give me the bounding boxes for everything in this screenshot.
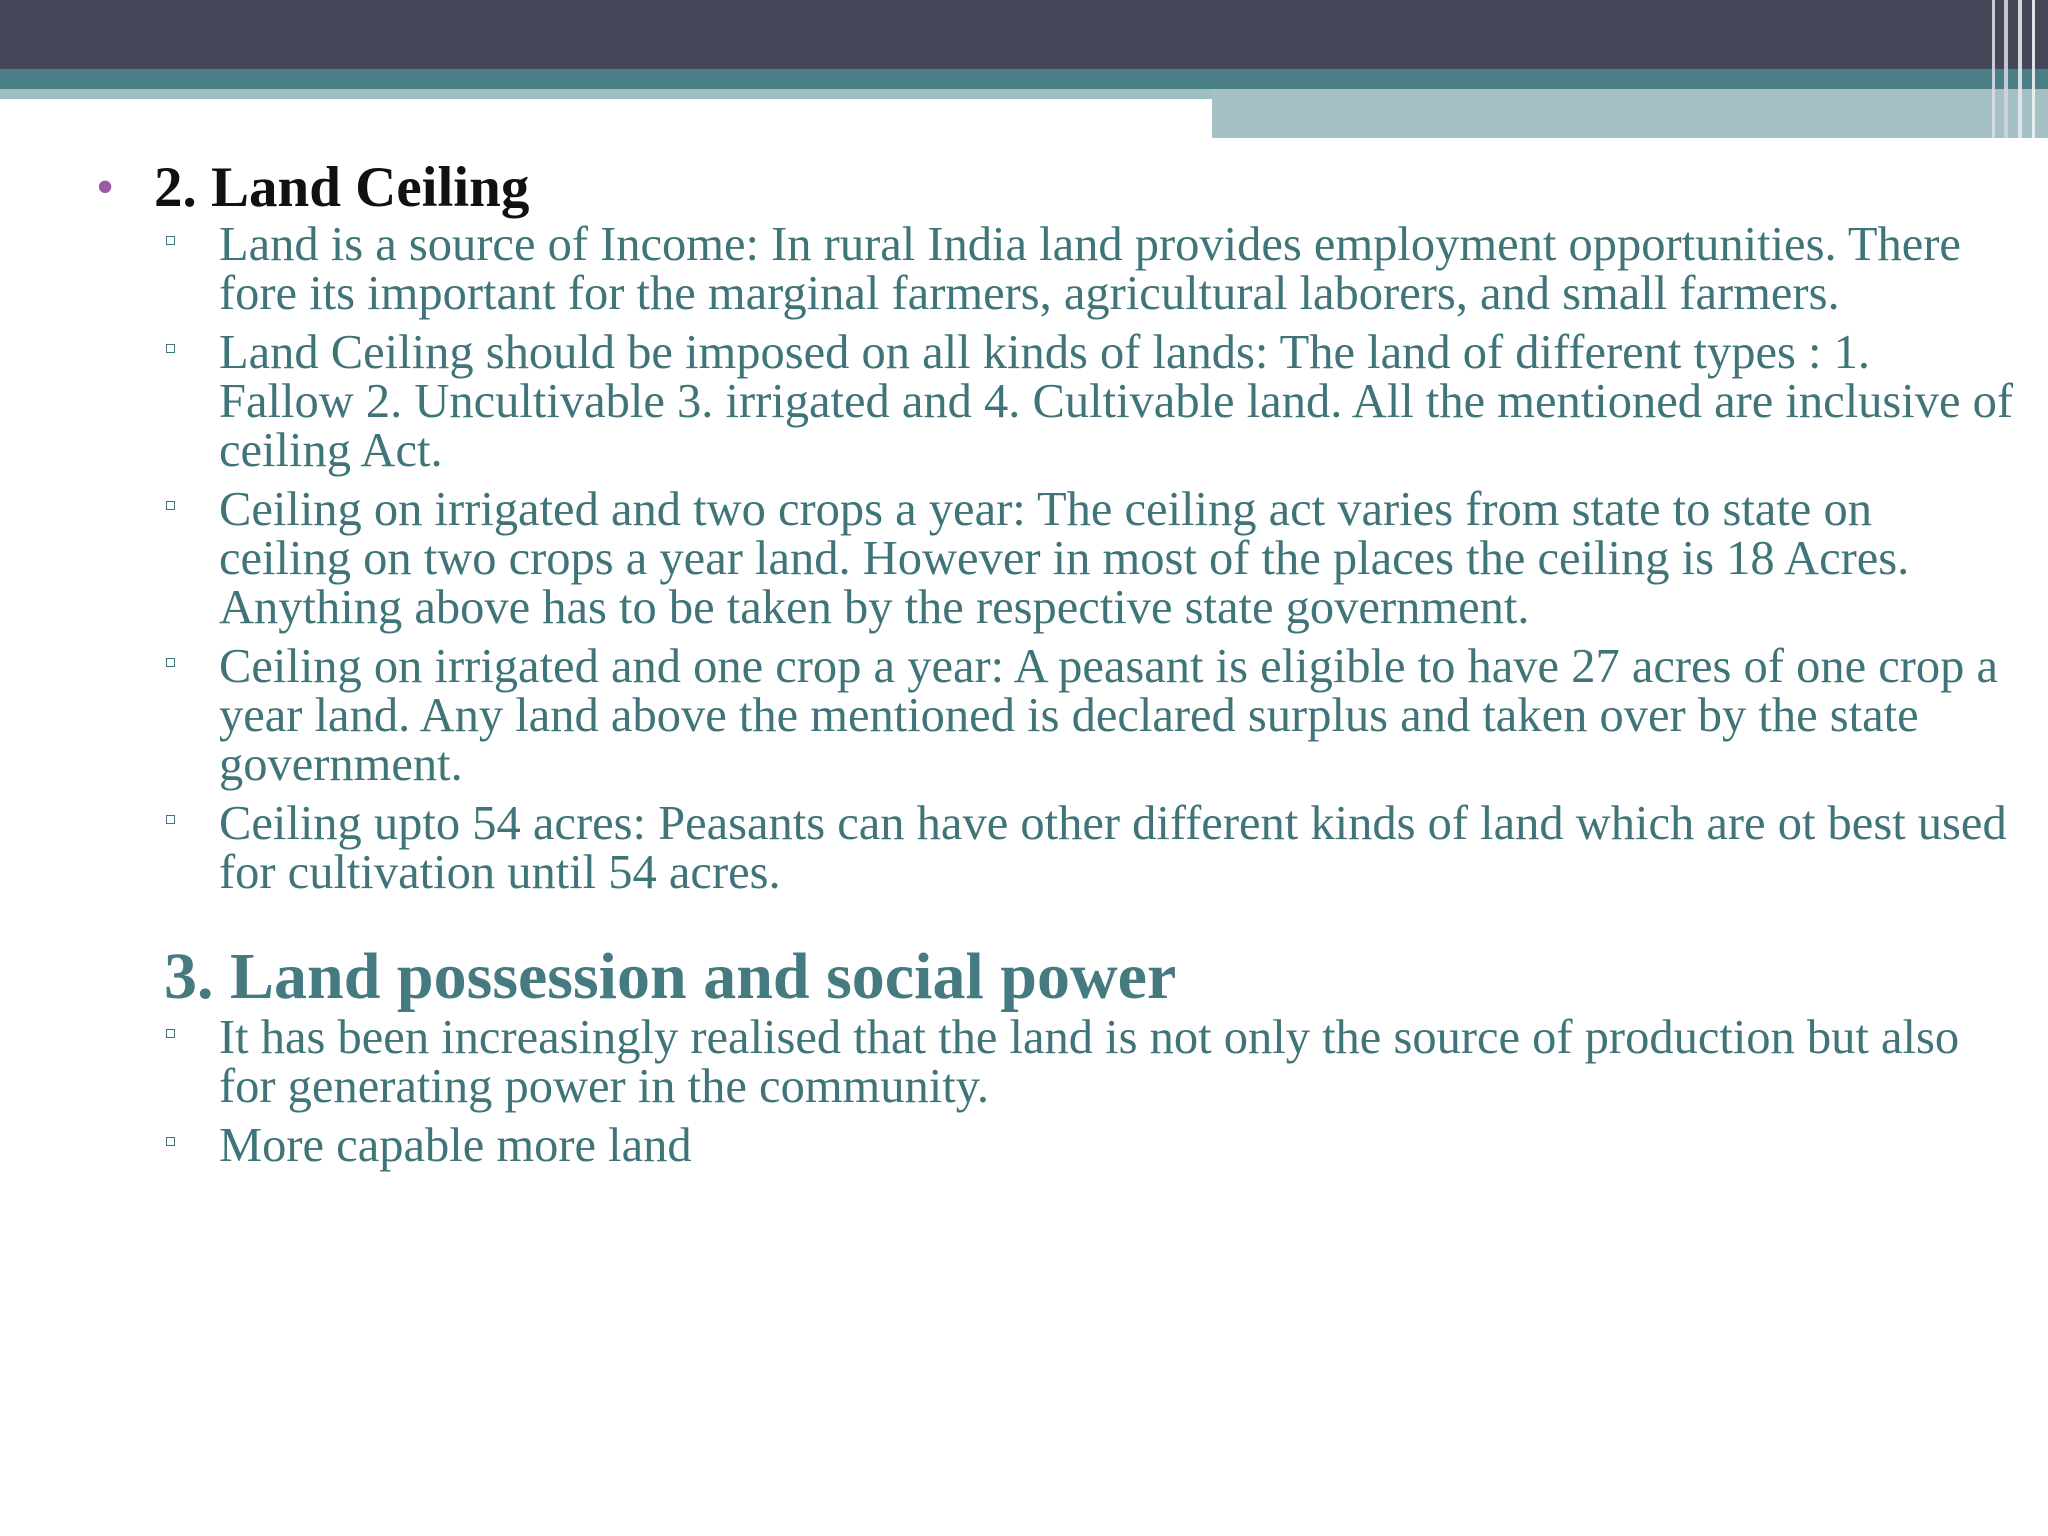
list-item — [96, 642, 2016, 789]
square-bullet-icon — [166, 501, 175, 510]
square-bullet-icon — [166, 658, 175, 667]
section-land-possession-heading: 3. Land possession and social power — [164, 940, 1177, 1013]
header-light-band-right — [1212, 89, 2048, 138]
list-item-text: Ceiling upto 54 acres: Peasants can have other different kinds of land which are ot best used for cultivation until 54 acres. — [219, 797, 2007, 899]
list-item-text: Ceiling on irrigated and one crop a year: A peasant is eligible to have 27 acres of one crop a year land. Any land above the mentioned is declared surplus and taken over by the state government. — [219, 640, 1999, 791]
list-item-text: Land Ceiling should be imposed on all kinds of lands: The land of different types : 1. Fallow 2. Uncultivable 3. irrigated and 4. Cultivable land. All the mentioned are inclusive of ceiling Act. — [219, 326, 2014, 477]
list-item-text: Land is a source of Income: In rural India land provides employment opportunities. There fore its important for the marginal farmers, agricultural laborers, and small farmers. — [219, 218, 1961, 320]
list-item-text: Ceiling on irrigated and two crops a year: The ceiling act varies from state to state on ceiling on two crops a year land. However in most of the places the ceiling is 18 Acres. Anything above has to be taken by the respective state government. — [219, 483, 1910, 634]
square-bullet-icon — [166, 815, 175, 824]
list-item — [96, 1013, 2016, 1111]
section-title: 2. Land Ceiling — [154, 156, 530, 219]
square-bullet-icon — [166, 1029, 175, 1038]
list-item — [96, 328, 2016, 475]
list-item — [96, 1121, 2016, 1170]
list-item — [96, 220, 2016, 318]
list-item — [96, 799, 2016, 897]
bullet-dot-icon: • — [96, 159, 115, 216]
land-possession-list — [96, 1013, 2016, 1170]
square-bullet-icon — [166, 236, 175, 245]
header-dark-band — [0, 0, 2048, 69]
square-bullet-icon — [166, 1137, 175, 1146]
header-light-band-left — [0, 89, 1212, 99]
list-item — [96, 485, 2016, 632]
header-stripes-decoration — [1986, 0, 2048, 138]
land-ceiling-list — [96, 220, 2016, 897]
header-teal-band — [0, 69, 2048, 89]
section-land-ceiling-heading — [96, 152, 2016, 224]
slide-content — [96, 152, 2016, 1180]
list-item-text: More capable more land — [219, 1119, 692, 1172]
square-bullet-icon — [166, 344, 175, 353]
list-item-text: It has been increasingly realised that the land is not only the source of production but also for generating power in the community. — [219, 1011, 1960, 1113]
